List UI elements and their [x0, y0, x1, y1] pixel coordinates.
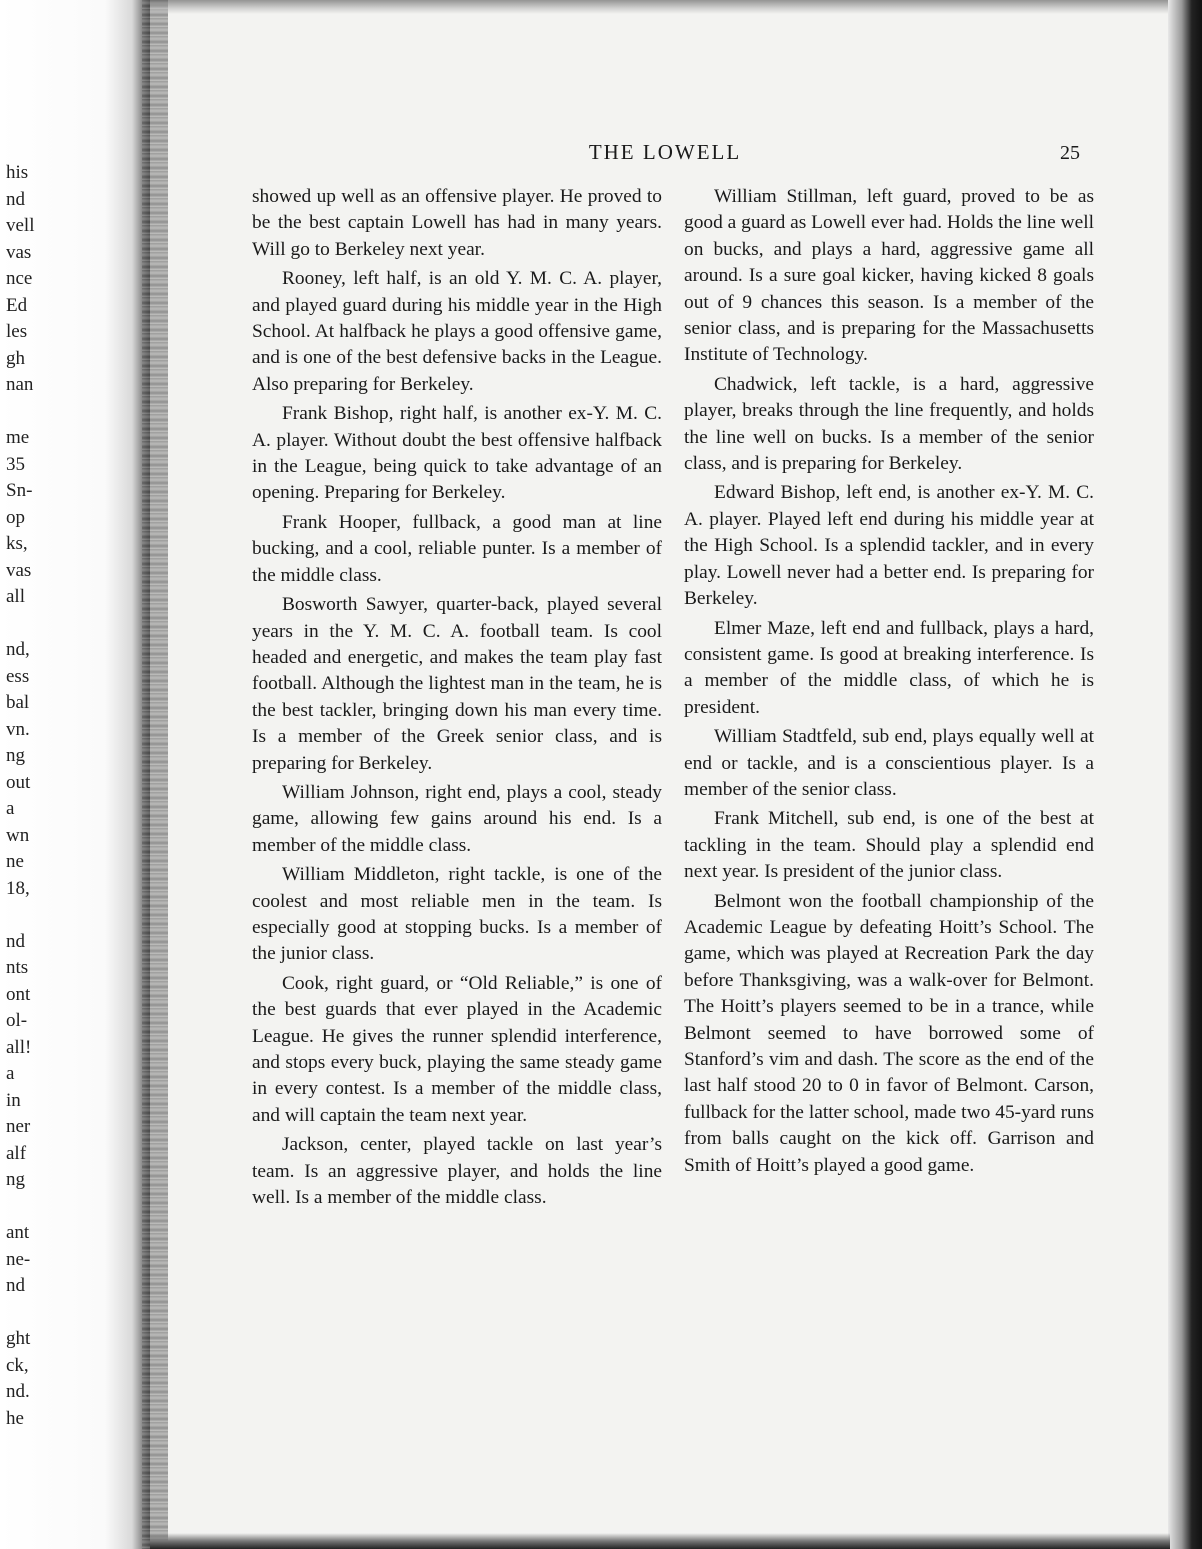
bleed-word: vell	[6, 215, 35, 236]
bottom-edge-shadow	[150, 1533, 1170, 1549]
left-column	[252, 184, 662, 1214]
running-title: THE LOWELL	[588, 140, 742, 164]
paragraph: William Johnson, right end, plays a cool, steady game, allowing few gains around his end. Is a member of the middle class.	[252, 781, 662, 856]
bleed-word: nd	[6, 1275, 25, 1296]
bleed-word: out	[6, 771, 31, 793]
bleed-word: vas	[6, 241, 32, 263]
bleed-word: op	[6, 506, 25, 528]
bleed-word: 18,	[6, 877, 30, 899]
bleed-word: ont	[6, 983, 31, 1005]
bleed-word: ght	[6, 1328, 31, 1349]
bleed-word: nce	[6, 268, 33, 289]
bleed-word: ks,	[6, 533, 28, 554]
paragraph: Cook, right guard, or “Old Reliable,” is one of the best guards that ever played in the Academic League. He gives the runner splendid interference, and stops every buck, playing the same steady game in every contest. Is a member of the middle class, and will captain the team next year.	[252, 972, 662, 1126]
bleed-word: alf	[6, 1142, 27, 1164]
bleed-word: nan	[6, 374, 34, 395]
bleed-word: nd,	[6, 639, 30, 660]
bleed-word: a	[6, 798, 15, 819]
bleed-word: ner	[6, 1116, 31, 1137]
bleed-word: he	[6, 1407, 24, 1429]
paragraph: Jackson, center, played tackle on last year’s team. Is an aggressive player, and holds the line well. Is a member of the middle class.	[252, 1134, 662, 1209]
paragraph: Frank Hooper, fullback, a good man at line bucking, and a cool, reliable punter. Is a member of the middle class.	[252, 511, 662, 586]
bleed-word: gh	[6, 347, 25, 369]
bleed-word: bal	[6, 692, 30, 713]
paragraph: William Stadtfeld, sub end, plays equally well at end or tackle, and is a conscientious player. Is a member of the senior class.	[684, 726, 1094, 800]
paragraph: William Middleton, right tackle, is one of the coolest and most reliable men in the team. Is especially good at stopping bucks. Is a member of the junior class.	[252, 864, 662, 965]
top-edge-shadow	[150, 0, 1170, 14]
bleed-word: ne-	[6, 1248, 31, 1270]
paragraph: Edward Bishop, left end, is another ex-Y. M. C. A. player. Played left end during his middle year at the High School. Is a splendid tackler, and in every play. Lowell never had a better end. Is preparing for Berkeley.	[684, 482, 1094, 610]
facing-page-words	[6, 160, 46, 1432]
page-number: 25	[1060, 142, 1080, 164]
bleed-word: vn.	[6, 718, 30, 740]
facing-page-bleed	[0, 0, 150, 1549]
paragraph: Chadwick, left tackle, is a hard, aggressive player, breaks through the line frequently, and holds the line well on bucks. Is a member of the senior class, and is preparing for Berkeley.	[684, 373, 1094, 475]
bleed-word: ant	[6, 1222, 30, 1243]
right-edge-shadow	[1168, 0, 1202, 1549]
bleed-word: ck,	[6, 1354, 29, 1376]
paragraph: showed up well as an offensive player. He proved to be the best captain Lowell has had in many years. Will go to Berkeley next year.	[252, 186, 662, 260]
bleed-word: Ed	[6, 294, 28, 316]
bleed-word: nd.	[6, 1381, 30, 1402]
bleed-word: ess	[6, 665, 30, 687]
paragraph: Frank Mitchell, sub end, is one of the best at tackling in the team. Should play a splendid end next year. Is president of the junior class.	[684, 808, 1094, 883]
bleed-word: Sn-	[6, 480, 33, 501]
paragraph: William Stillman, left guard, proved to be as good a guard as Lowell ever had. Holds the line well on bucks, and plays a hard, aggressive game all around. Is a sure goal kicker, having kicked 8 goals out of 9 chances this season. Is a member of the senior class, and is preparing for the Massachusetts Institute of Technology.	[684, 186, 1094, 366]
bleed-word: all!	[6, 1036, 32, 1058]
bleed-word: nd	[6, 188, 25, 210]
right-column	[684, 184, 1094, 1182]
bleed-word: me	[6, 427, 30, 448]
bleed-word: ne	[6, 851, 24, 872]
paragraph: Bosworth Sawyer, quarter-back, played several years in the Y. M. C. A. football team. Is cool headed and energetic, and makes the team play fast football. Although the lightest man in the team, he is the best tackler, bringing down his man every time. Is a member of the Greek senior class, and is preparing for Berkeley.	[252, 594, 662, 774]
bleed-word: ng	[6, 745, 25, 766]
paragraph: Rooney, left half, is an old Y. M. C. A. player, and played guard during his middle year in the High School. At halfback he plays a good offensive game, and is one of the best defensive backs in the League. Also preparing for Berkeley.	[252, 268, 662, 395]
bleed-word: ol-	[6, 1010, 28, 1031]
bleed-word: nts	[6, 957, 29, 978]
bleed-word: les	[6, 321, 28, 342]
bleed-word: a	[6, 1063, 15, 1084]
page-header	[250, 140, 1080, 170]
bleed-word: his	[6, 162, 29, 183]
bleed-word: in	[6, 1089, 21, 1111]
bleed-word: nd	[6, 930, 25, 952]
bleed-word: vas	[6, 559, 32, 581]
paragraph: Frank Bishop, right half, is another ex-Y. M. C. A. player. Without doubt the best offensive halfback in the League, being quick to take advantage of an opening. Preparing for Berkeley.	[252, 403, 662, 504]
bleed-word: 35	[6, 453, 25, 475]
bleed-word: all	[6, 586, 25, 607]
binding-gutter	[142, 0, 168, 1549]
paragraph: Elmer Maze, left end and fullback, plays a hard, consistent game. Is good at breaking interference. Is a member of the middle class, of which he is president.	[684, 617, 1094, 718]
bleed-word: ng	[6, 1169, 25, 1190]
bleed-word: wn	[6, 824, 30, 846]
paragraph: Belmont won the football championship of the Academic League by defeating Hoitt’s School. The game, which was played at Recreation Park the day before Thanksgiving, was a walk-over for Belmont. The Hoitt’s players seemed to be in a trance, while Belmont seemed to have borrowed some of Stanford’s vim and dash. The score as the end of the last half stood 20 to 0 in favor of Belmont. Carson, fullback for the latter school, made two 45-yard runs from balls caught on the kick off. Garrison and Smith of Hoitt’s played a good game.	[684, 890, 1094, 1176]
